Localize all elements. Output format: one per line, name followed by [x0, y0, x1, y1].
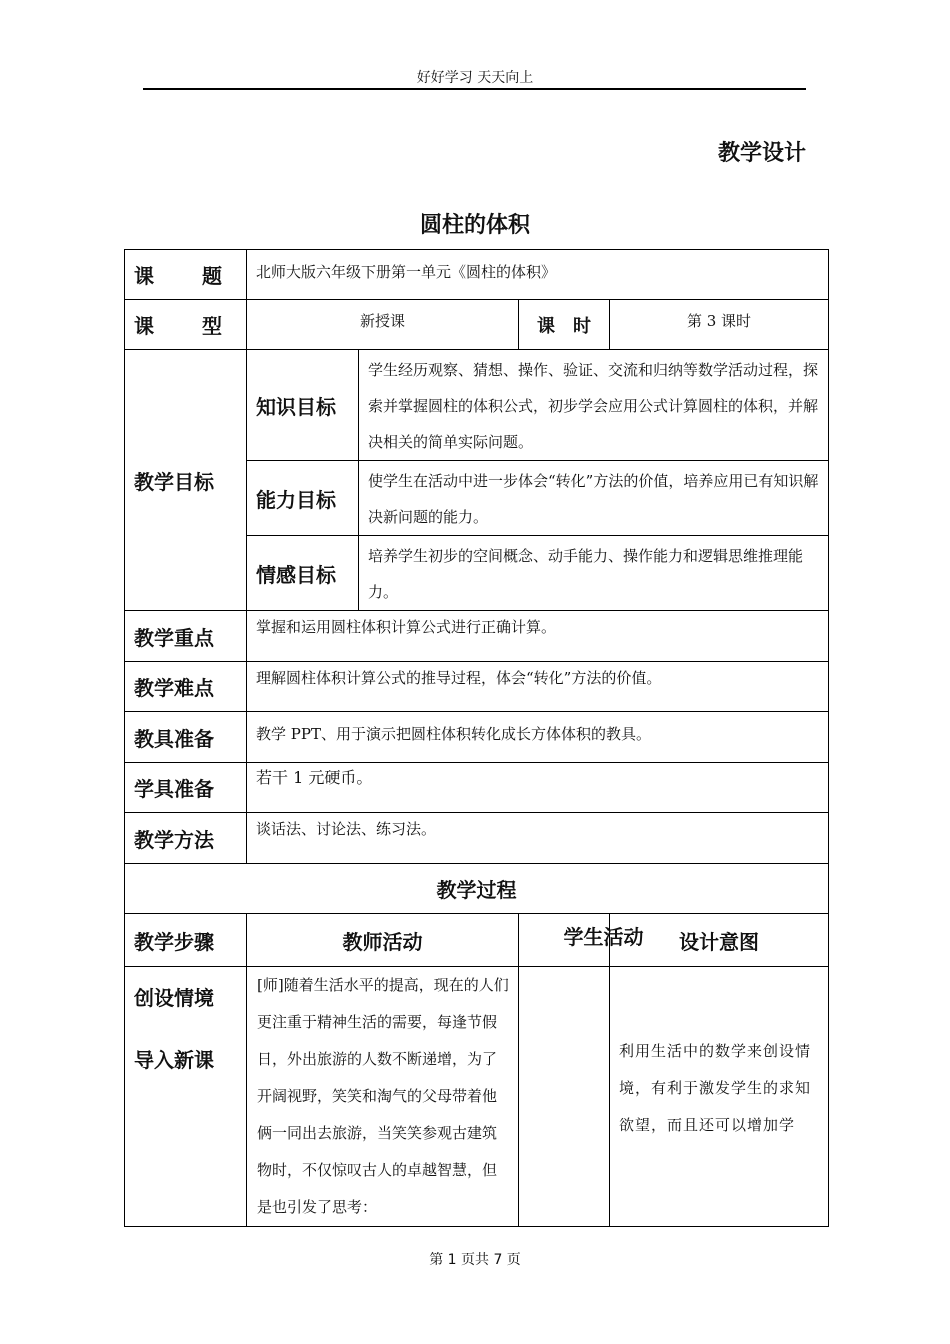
type-label: 课 型 [134, 314, 222, 338]
difficulties-label: 教学难点 [125, 662, 247, 712]
process-step-row [125, 967, 829, 1227]
page-header: 好好学习 天天向上 [416, 70, 534, 86]
objective-text-ability: 使学生在活动中进一步体会“转化”方法的价值，培养应用已有知识解决新问题的能力。 [359, 461, 829, 536]
topic-label: 课 题 [134, 264, 222, 288]
header-rule [143, 88, 806, 90]
topic-label-cell [125, 250, 247, 300]
type-row [125, 300, 829, 350]
row-teaching-aids [125, 712, 829, 763]
methods-value: 谈话法、讨论法、练习法。 [247, 813, 829, 864]
teacher-activity: [师]随着生活水平的提高，现在的人们更注重于精神生活的需要，每逢节假日，外出旅游的人数不断递增，为了开阔视野，笑笑和淘气的父母带着他俩一同出去旅游，当笑笑参观古建筑物时，不仅惊叹古人的卓越智慧，但是也引发了思考： [247, 967, 519, 1227]
page-footer: 第 1 页共 7 页 [429, 1252, 521, 1268]
process-header-row [125, 914, 829, 967]
design-intent: 利用生活中的数学来创设情境，有利于激发学生的求知欲望，而且还可以增加学 [610, 967, 829, 1227]
objective-label-knowledge: 知识目标 [247, 350, 359, 461]
objective-text-emotion: 培养学生初步的空间概念、动手能力、操作能力和逻辑思维推理能力。 [359, 536, 829, 611]
objective-row-knowledge [125, 350, 829, 461]
document-type: 教学设计 [717, 141, 806, 166]
teaching-aids-label: 教具准备 [125, 712, 247, 763]
page-title: 圆柱的体积 [419, 213, 530, 238]
row-methods [125, 813, 829, 864]
difficulties-value: 理解圆柱体积计算公式的推导过程，体会“转化”方法的价值。 [247, 662, 829, 712]
topic-row [125, 250, 829, 300]
column-header-design: 设计意图 [679, 929, 759, 954]
step-line-1: 创设情境 [134, 986, 214, 1010]
period-value: 第 3 课时 [610, 300, 829, 350]
row-difficulties [125, 662, 829, 712]
column-header-step: 教学步骤 [125, 914, 247, 967]
learning-aids-value: 若干 1 元硬币。 [247, 763, 829, 813]
objective-label-emotion: 情感目标 [247, 536, 359, 611]
period-label: 课 时 [519, 300, 610, 350]
learning-aids-label: 学具准备 [125, 763, 247, 813]
lesson-plan-table [124, 249, 829, 1227]
key-points-value: 掌握和运用圆柱体积计算公式进行正确计算。 [247, 611, 829, 662]
objectives-label: 教学目标 [125, 350, 247, 611]
process-title: 教学过程 [125, 864, 829, 914]
methods-label: 教学方法 [125, 813, 247, 864]
row-learning-aids [125, 763, 829, 813]
step-cell [125, 967, 247, 1227]
column-header-student: 学生活动 [563, 924, 644, 949]
topic-value: 北师大版六年级下册第一单元《圆柱的体积》 [247, 250, 829, 300]
type-label-cell [125, 300, 247, 350]
step-line-2: 导入新课 [134, 1048, 214, 1072]
type-value: 新授课 [247, 300, 519, 350]
row-key-points [125, 611, 829, 662]
key-points-label: 教学重点 [125, 611, 247, 662]
student-activity [519, 967, 610, 1227]
process-title-row [125, 864, 829, 914]
column-header-teacher: 教师活动 [247, 914, 519, 967]
objective-text-knowledge: 学生经历观察、猜想、操作、验证、交流和归纳等数学活动过程，探索并掌握圆柱的体积公式，初步学会应用公式计算圆柱的体积，并解决相关的简单实际问题。 [359, 350, 829, 461]
teaching-aids-value: 教学 PPT、用于演示把圆柱体积转化成长方体体积的教具。 [247, 712, 829, 763]
objective-label-ability: 能力目标 [247, 461, 359, 536]
